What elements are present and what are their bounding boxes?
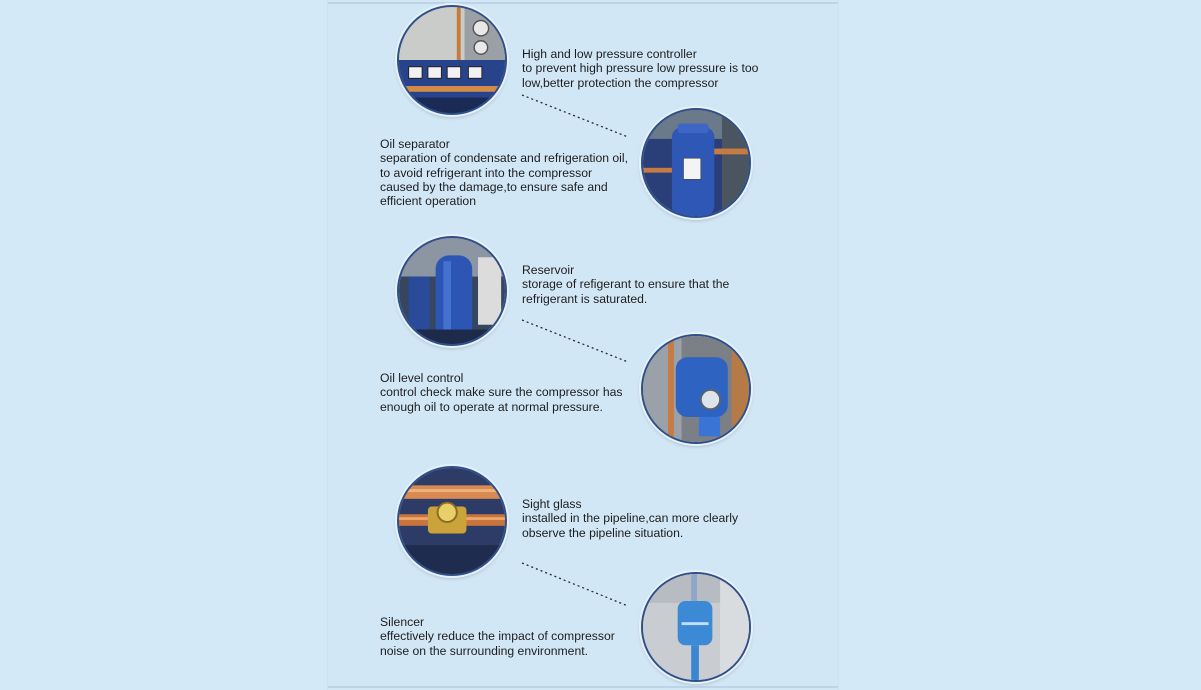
- section-body: storage of refigerant to ensure that the refrigerant is saturated.: [522, 277, 730, 306]
- oil-level-control-caption: [380, 371, 623, 414]
- section-body: control check make sure the compressor has enough oil to operate at normal pressure.: [380, 385, 623, 414]
- section-body: to prevent high pressure low pressure is too low,better protection the compressor: [522, 61, 759, 90]
- section-title: Oil level control: [380, 371, 464, 385]
- top-divider: [328, 2, 838, 4]
- pressure-controller-photo: [397, 5, 507, 115]
- oil-level-control-photo: [641, 334, 751, 444]
- bottom-divider: [328, 686, 838, 688]
- oil-separator-caption: [380, 137, 628, 208]
- section-body: installed in the pipeline,can more clearly observe the pipeline situation.: [522, 511, 739, 540]
- section-title: Reservoir: [522, 263, 575, 277]
- section-title: Sight glass: [522, 497, 582, 511]
- section-title: High and low pressure controller: [522, 47, 697, 61]
- pressure-controller-caption: [522, 47, 758, 90]
- oil-separator-photo: [641, 108, 751, 218]
- reservoir-caption: [522, 263, 729, 306]
- content-panel: [327, 0, 839, 690]
- section-body: effectively reduce the impact of compressor noise on the surrounding environment.: [380, 629, 615, 658]
- section-title: Silencer: [380, 615, 425, 629]
- sight-glass-caption: [522, 497, 738, 540]
- section-title: Oil separator: [380, 137, 450, 151]
- section-body: separation of condensate and refrigeration oil, to avoid refrigerant into the compressor caused by the damage,to ensure safe and efficient operation: [380, 151, 628, 209]
- silencer-photo: [641, 572, 751, 682]
- silencer-caption: [380, 615, 615, 658]
- reservoir-photo: [397, 236, 507, 346]
- sight-glass-photo: [397, 466, 507, 576]
